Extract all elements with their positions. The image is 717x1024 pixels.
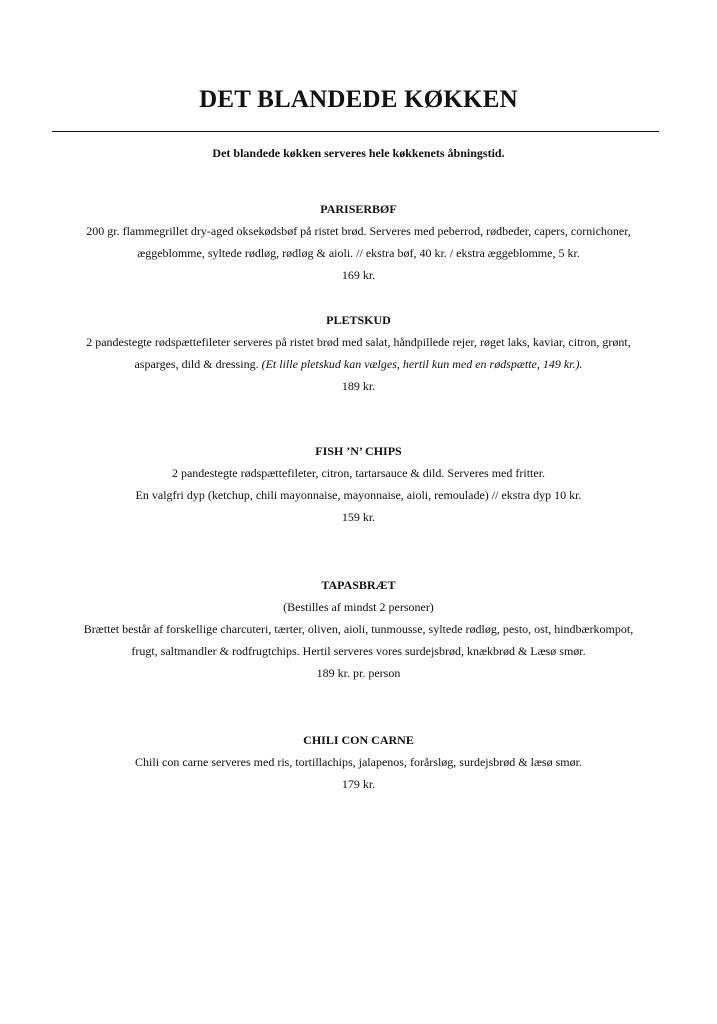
- menu-item-description-row: [40, 353, 677, 375]
- menu-item-price: 169 kr.: [341, 268, 376, 282]
- menu-item-description: asparges, dild & dressing.: [134, 357, 259, 371]
- menu-item-fish-n-chips: [40, 440, 677, 528]
- menu-item-price: 179 kr.: [341, 777, 376, 791]
- menu-item-name: CHILI CON CARNE: [303, 733, 414, 747]
- menu-item-description: Brættet består af forskellige charcuteri, tærter, oliven, aioli, tunmousse, syltede rødløg, pesto, ost, hindbærkompot,: [83, 622, 634, 636]
- menu-item-chili-con-carne: [40, 729, 677, 795]
- menu-item-description: æggeblomme, syltede rødløg, rødløg & aioli. // ekstra bøf, 40 kr. / ekstra æggeblomme, 5 kr.: [137, 246, 580, 260]
- menu-item-tapasbraet: [40, 574, 677, 684]
- menu-item-pariserbof: [40, 198, 677, 286]
- menu-item-name: PARISERBØF: [320, 202, 397, 216]
- menu-item-name: PLETSKUD: [326, 313, 391, 327]
- menu-item-description: 200 gr. flammegrillet dry-aged oksekødsbøf på ristet brød. Serveres med peberrod, rødbeder, capers, cornichoner,: [86, 224, 631, 238]
- title-divider: [52, 131, 659, 132]
- page-title: DET BLANDEDE KØKKEN: [199, 86, 518, 113]
- menu-item-description: 2 pandestegte rødspættefileter serveres på ristet brød med salat, håndpillede rejer, røget laks, kaviar, citron, grønt,: [86, 335, 631, 349]
- menu-item-price: 159 kr.: [341, 510, 376, 524]
- menu-item-name: TAPASBRÆT: [321, 578, 396, 592]
- menu-item-description: 2 pandestegte rødspættefileter, citron, tartarsauce & dild. Serveres med fritter.: [171, 466, 546, 480]
- page-subtitle: Det blandede køkken serveres hele køkkenets åbningstid.: [212, 146, 505, 160]
- menu-item-note: (Et lille pletskud kan vælges, hertil kun med en rødspætte, 149 kr.).: [261, 357, 583, 371]
- menu-item-description: frugt, saltmandler & rodfrugtchips. Hertil serveres vores surdejsbrød, knækbrød & Læsø smør.: [131, 644, 586, 658]
- menu-item-description: En valgfri dyp (ketchup, chili mayonnaise, mayonnaise, aioli, remoulade) // ekstra dyp 10 kr.: [135, 488, 582, 502]
- menu-item-price: 189 kr. pr. person: [316, 666, 401, 680]
- menu-item-name: FISH ’N’ CHIPS: [315, 444, 402, 458]
- menu-item-pletskud: [40, 309, 677, 397]
- menu-item-price: 189 kr.: [341, 379, 376, 393]
- menu-item-description: Chili con carne serveres med ris, tortillachips, jalapenos, forårsløg, surdejsbrød & læsø smør.: [135, 755, 582, 769]
- menu-item-description: (Bestilles af mindst 2 personer): [283, 600, 434, 614]
